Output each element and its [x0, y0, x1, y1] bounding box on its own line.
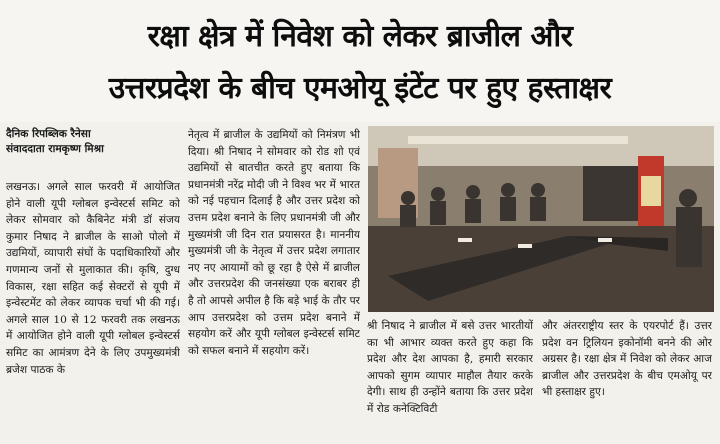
- article-text-column-1: लखनऊ। अगले साल फरवरी में आयोजित होने वाली यूपी ग्लोबल इन्वेस्टर्स समिट को लेकर सोमवार को कैबिनेट मंत्री डॉ संजय कुमार निषाद ने ब्राजील के साओ पोलो में उद्यमियों, व्यापारी संघों के पदाधिकारियों और गणमान्य जनों से मुलाकात की। कृषि, दुग्ध विकास, रक्षा सहित कई सेक्टरों से यूपी में इन्वेस्टमेंट को लेकर व्यापक चर्चा भी की गई। अगले साल 10 से 12 फरवरी तक लखनऊ में आयोजित होने वाली यूपी ग्लोबल इन्वेस्टर्स समिट का आमंत्रण देने के लिए उपमुख्यमंत्री ब्रजेश पाठक के: [6, 181, 180, 376]
- article-column-4: [542, 318, 712, 444]
- article-text-column-4: और अंतरराष्ट्रीय स्तर के एयरपोर्ट हैं। उत्तर प्रदेश वन ट्रिलियन इकोनॉमी बनने की ओर अग्रसर है। रक्षा क्षेत्र में निवेश को लेकर आज ब्राजील और उत्तरप्रदेश के बीच एमओयू पर भी हस्ताक्षर हुए।: [542, 320, 712, 399]
- reporter-byline: संवाददाता रामकृष्ण मिश्रा: [6, 143, 104, 155]
- meeting-photo: [368, 126, 714, 312]
- headline-line-2: उत्तरप्रदेश के बीच एमओयू इंटेंट पर हुए हस्ताक्षर: [108, 71, 612, 106]
- newspaper-name: दैनिक रिपब्लिक रैनेसा: [6, 128, 91, 140]
- article-column-1: [6, 127, 180, 444]
- article-text-column-2: नेतृत्व में ब्राजील के उद्यमियों को निमंत्रण भी दिया। श्री निषाद ने सोमवार को रोड शो एवं उद्यमियों से बातचीत करते हुए बताया कि प्रधानमंत्री नरेंद्र मोदी जी ने विश्व भर में भारत को नई पहचान दिलाई है और उत्तर प्रदेश को उत्तम प्रदेश बनाने के लिए प्रधानमंत्री जी और मुख्यमंत्री जी दिन रात प्रयासरत है। माननीय मुख्यमंत्री जी के नेतृत्व में उत्तर प्रदेश लगातार नए नए आयामों को छू रहा है ऐसे में ब्राजील और उत्तरप्रदेश की जनसंख्या एक बराबर ही है तो आपसे अपील है कि बड़े भाई के तौर पर आप उत्तरप्रदेश को उत्तम प्रदेश बनाने में सहयोग करें और यूपी ग्लोबल इन्वेस्टर्स समिट को सफल बनाने में सहयोग करें।: [188, 129, 360, 357]
- article-text-column-3: श्री निषाद ने ब्राजील में बसे उत्तर भारतीयों का भी आभार व्यक्त करते हुए कहा कि प्रदेश और देश आपका है, हमारी सरकार आपको सुगम व्यापार माहौल तैयार करके देगी। साथ ही उन्होंने बताया कि उत्तर प्रदेश में रोड कनेक्टिविटी: [367, 320, 533, 415]
- headline-line-1: रक्षा क्षेत्र में निवेश को लेकर ब्राजील और: [147, 19, 573, 54]
- article-column-2: [188, 127, 360, 444]
- article-column-3: [367, 318, 533, 444]
- headline: [0, 0, 720, 122]
